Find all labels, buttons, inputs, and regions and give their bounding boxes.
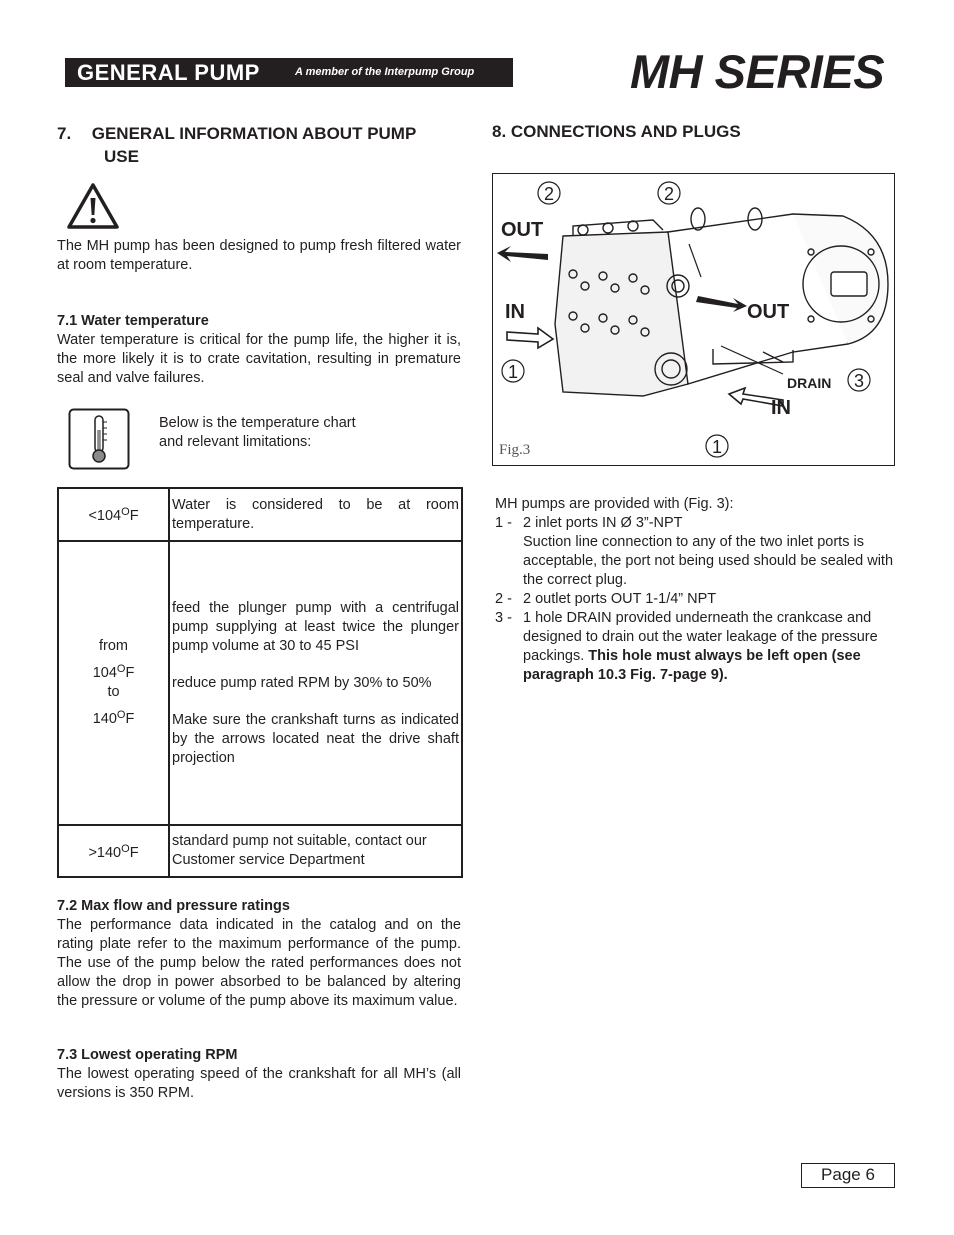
page-number: Page 6 — [801, 1163, 895, 1188]
temperature-table — [57, 487, 463, 878]
table-row — [58, 488, 462, 541]
list-text — [523, 609, 895, 685]
temp-unit: F — [129, 508, 139, 524]
rpm-heading: 7.3 Lowest operating RPM — [57, 1047, 238, 1063]
desc-reduce-rpm: reduce pump rated RPM by 30% to 50% — [172, 674, 432, 691]
connections-list — [495, 495, 895, 685]
table-cell-label — [58, 825, 169, 877]
degree-symbol: O — [116, 709, 126, 721]
table-cell-desc: standard pump not suitable, contact our Customer service Department — [169, 825, 462, 877]
table-cell-label — [58, 541, 169, 825]
flow-heading: 7.2 Max flow and pressure ratings — [57, 898, 290, 914]
temp-unit: F — [125, 711, 135, 727]
degree-symbol: O — [116, 663, 126, 675]
table-cell-desc — [169, 541, 462, 825]
table-cell-label — [58, 488, 169, 541]
list-text: 2 outlet ports OUT 1-1/4” NPT — [523, 591, 717, 607]
brand-tagline: A member of the Interpump Group — [295, 66, 475, 78]
thermometer-icon — [68, 408, 130, 470]
temp-low: 104 — [92, 665, 117, 681]
section-7-title-line1: GENERAL INFORMATION ABOUT PUMP — [91, 124, 417, 143]
drain-text: 1 hole DRAIN provided underneath the crankcase and designed to drain out the water leakage of the pressure packings. — [523, 610, 878, 664]
fig-label-drain: DRAIN — [787, 375, 832, 391]
fig-label-in-bottom: IN — [771, 397, 791, 419]
water-temp-text: Water temperature is critical for the pump life, the higher it is, the more likely it is to crate cavitation, resulting in premature seal and valve failures. — [57, 332, 461, 386]
table-cell-desc: Water is considered to be at room temperature. — [169, 488, 462, 541]
temp-value: >140 — [88, 844, 122, 861]
section-8-title: 8. CONNECTIONS AND PLUGS — [492, 122, 741, 141]
fig-label-out-right: OUT — [747, 301, 790, 323]
desc-crankshaft: Make sure the crankshaft turns as indicated by the arrows located neat the drive shaft projection — [172, 711, 459, 766]
list-number: 1 - — [495, 515, 512, 531]
fig-label-out-left: OUT — [501, 219, 544, 241]
water-temp-heading: 7.1 Water temperature — [57, 313, 209, 329]
list-item — [495, 590, 895, 609]
temp-from: from — [99, 638, 128, 654]
temp-to: to — [107, 684, 120, 700]
degree-symbol: O — [121, 842, 130, 855]
callout-3: 3 — [853, 371, 865, 391]
degree-symbol: O — [121, 506, 130, 518]
list-text: 2 inlet ports IN Ø 3”-NPT — [523, 515, 683, 531]
table-row — [58, 541, 462, 825]
list-item-detail: Suction line connection to any of the two inlet ports is acceptable, the port not being used should be sealed with the correct plug. — [523, 534, 894, 588]
chart-intro-line2: and relevant limitations: — [159, 434, 312, 450]
section-7-number: 7. — [57, 124, 72, 143]
table-row — [58, 825, 462, 877]
callout-2-right: 2 — [663, 184, 675, 204]
brand-name: GENERAL PUMP — [77, 60, 260, 85]
callout-1-left: 1 — [507, 362, 519, 382]
series-title: MH SERIES — [630, 45, 885, 98]
temp-value: <104 — [88, 508, 122, 524]
fig-label-in-left: IN — [505, 301, 525, 323]
desc-feed: feed the plunger pump with a centrifugal pump supplying at least twice the plunger pump volume at 30 to 45 PSI — [172, 599, 459, 654]
chart-intro-line1: Below is the temperature chart — [159, 415, 356, 431]
callout-1-bottom: 1 — [711, 437, 723, 457]
brand-banner — [65, 58, 513, 87]
figure-caption: Fig.3 — [499, 442, 531, 458]
section-7-intro: The MH pump has been designed to pump fresh filtered water at room temperature. — [57, 238, 461, 273]
pump-drawing — [493, 174, 893, 464]
chart-intro — [159, 414, 439, 452]
warning-icon — [66, 182, 120, 230]
temp-unit: F — [129, 844, 139, 861]
list-item — [495, 609, 895, 685]
flow-text: The performance data indicated in the catalog and on the rating plate refer to the maximum performance of the pump. The use of the pump below the rated performances does not allow the drop in power absorbed to be balanced by altering the pressure or volume of the pump above its maximum value. — [57, 917, 461, 1009]
callout-2-left: 2 — [543, 184, 555, 204]
section-7-title-line2: USE — [104, 147, 139, 166]
section-7-title — [57, 122, 477, 168]
drain-warning: This hole must always be left open (see paragraph 10.3 Fig. 7-page 9). — [523, 648, 861, 683]
list-item — [495, 514, 895, 533]
temp-high: 140 — [92, 711, 117, 727]
rpm-text: The lowest operating speed of the crankshaft for all MH’s (all versions is 350 RPM. — [57, 1066, 461, 1101]
figure-3 — [492, 173, 895, 466]
list-number: 2 - — [495, 591, 512, 607]
list-number: 3 - — [495, 610, 512, 626]
list-intro: MH pumps are provided with (Fig. 3): — [495, 496, 734, 512]
temp-unit: F — [125, 665, 135, 681]
